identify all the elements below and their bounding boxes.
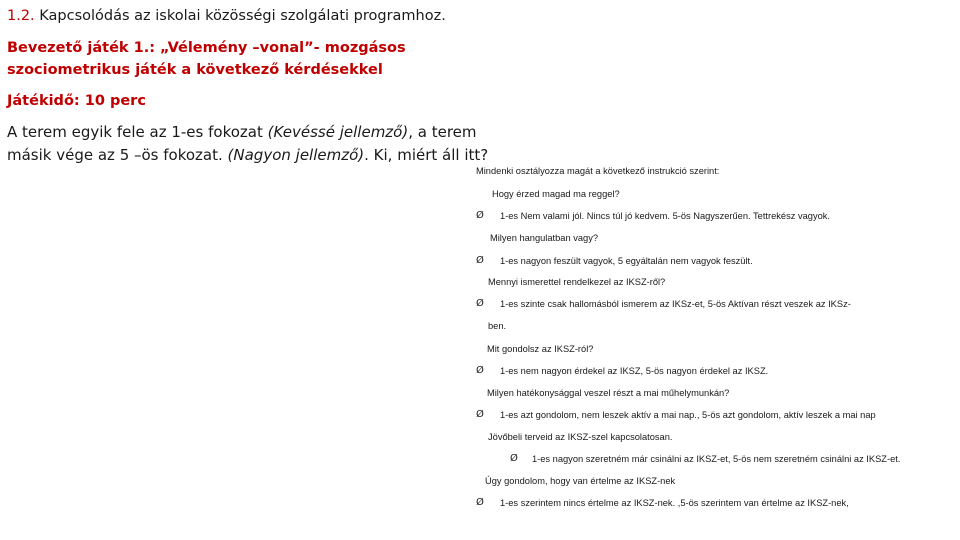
- arrow-bullet-icon: Ø: [476, 409, 484, 420]
- scale-line-2-text: másik vége az 5 –ös fokozat.: [7, 146, 228, 164]
- scale-low-label: (Kevéssé jellemző): [267, 123, 409, 141]
- arrow-bullet-icon: Ø: [476, 365, 484, 376]
- scale-line-2-end: . Ki, miért áll itt?: [364, 146, 489, 164]
- arrow-bullet-icon: Ø: [476, 497, 484, 508]
- page-title: [7, 8, 446, 24]
- instructions-intro: Mindenki osztályozza magát a következő instrukció szerint:: [476, 166, 720, 176]
- answer-7: 1-es szerintem nincs értelme az IKSZ-nek. ,5-ös szerintem van értelme az IKSZ-nek,: [500, 498, 849, 508]
- intro-line-2: szociometrikus játék a következő kérdésekkel: [7, 62, 383, 78]
- answer-5: 1-es azt gondolom, nem leszek aktív a mai nap., 5-ös azt gondolom, aktív leszek a mai nap: [500, 410, 876, 420]
- question-1: Hogy érzed magad ma reggel?: [492, 189, 620, 199]
- answer-3-line-1: 1-es szinte csak hallomásból ismerem az IKSz-et, 5-ös Aktívan részt veszek az IKSz-: [500, 299, 851, 309]
- intro-line-1: Bevezető játék 1.: „Vélemény –vonal”- mozgásos: [7, 40, 406, 56]
- answer-2: 1-es nagyon feszült vagyok, 5 egyáltalán nem vagyok feszült.: [500, 256, 753, 266]
- scale-high-label: (Nagyon jellemző): [227, 146, 365, 164]
- question-7: Úgy gondolom, hogy van értelme az IKSZ-nek: [485, 476, 676, 486]
- scale-line-1: [7, 123, 477, 141]
- section-number: 1.2.: [7, 8, 35, 24]
- question-6: Jövőbeli terveid az IKSZ-szel kapcsolatosan.: [488, 432, 673, 442]
- arrow-bullet-icon: Ø: [476, 255, 484, 266]
- question-5: Milyen hatékonysággal veszel részt a mai műhelymunkán?: [487, 388, 730, 398]
- answer-6: 1-es nagyon szeretném már csinálni az IKSZ-et, 5-ös nem szeretném csinálni az IKSZ-et.: [532, 454, 901, 464]
- question-4: Mit gondolsz az IKSZ-ról?: [487, 344, 594, 354]
- arrow-bullet-icon: Ø: [476, 210, 484, 221]
- arrow-bullet-icon: Ø: [476, 298, 484, 309]
- scale-line-1-end: , a terem: [408, 123, 477, 141]
- scale-line-1-text: A terem egyik fele az 1-es fokozat: [7, 123, 268, 141]
- section-title: Kapcsolódás az iskolai közösségi szolgálati programhoz.: [39, 8, 446, 24]
- answer-3-line-2: ben.: [488, 321, 507, 331]
- question-2: Milyen hangulatban vagy?: [490, 233, 599, 243]
- game-duration: Játékidő: 10 perc: [7, 93, 146, 109]
- scale-line-2: [7, 146, 488, 164]
- question-3: Mennyi ismerettel rendelkezel az IKSZ-ről?: [488, 277, 666, 287]
- answer-4: 1-es nem nagyon érdekel az IKSZ, 5-ös nagyon érdekel az IKSZ.: [500, 366, 769, 376]
- arrow-bullet-icon: Ø: [510, 453, 518, 464]
- answer-1: 1-es Nem valami jól. Nincs túl jó kedvem. 5-ös Nagyszerűen. Tettrekész vagyok.: [500, 211, 830, 221]
